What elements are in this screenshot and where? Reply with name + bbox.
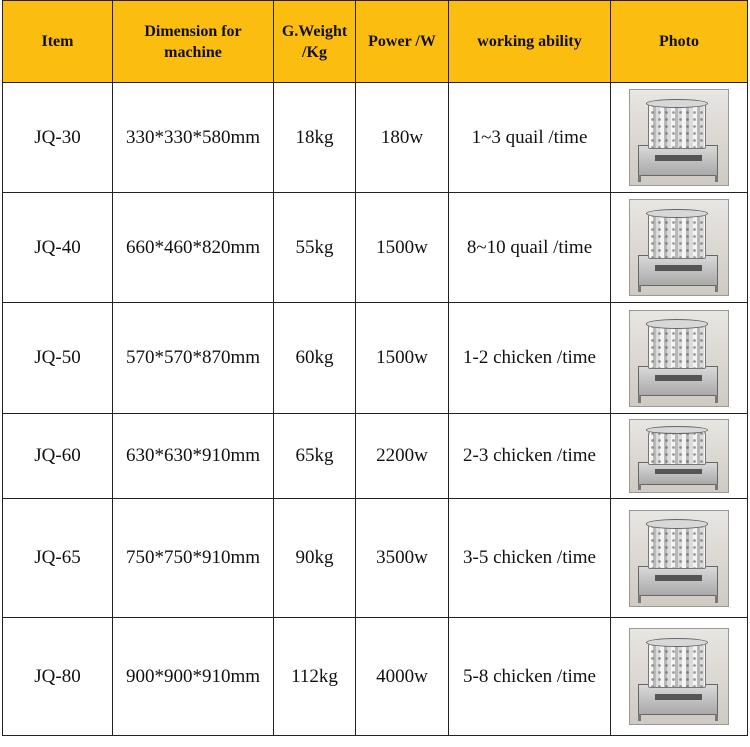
row-power-value: 3500w [376,547,428,568]
row-item [2,413,113,499]
row-ability-value: 1~3 quail /time [471,126,588,148]
row-item [2,302,113,414]
row-ability [448,413,611,499]
photo-cell [610,192,748,303]
machine-rim [646,319,709,329]
row-weight-value: 112kg [291,665,338,687]
row-power [355,617,449,736]
header-weight [273,0,356,83]
row-power-value: 1500w [376,347,428,368]
row-ability-value: 3-5 chicken /time [463,547,596,568]
machine-legs [638,175,718,183]
row-dimension-value: 630*630*910mm [125,445,261,466]
row-dimension [112,617,274,736]
row-dimension [112,82,274,193]
machine-photo-jq60 [629,419,729,493]
row-dimension-value: 330*330*580mm [125,126,261,148]
row-dimension-value: 750*750*910mm [125,547,261,568]
machine-drum [648,101,707,149]
row-item [2,192,113,303]
row-weight [273,302,356,414]
row-power-value: 180w [380,126,424,148]
header-photo-label: Photo [659,33,699,50]
row-power [355,302,449,414]
row-weight-value: 65kg [295,445,334,466]
row-ability [448,192,611,303]
header-power [355,0,449,83]
row-weight-value: 18kg [295,126,334,148]
row-item-value: JQ-60 [34,445,81,466]
header-item [2,0,113,83]
row-power [355,498,449,618]
machine-rim [646,519,709,529]
photo-cell [610,413,748,499]
header-ability [448,0,611,83]
photo-cell [610,302,748,414]
photo-cell [610,617,748,736]
row-dimension [112,192,274,303]
row-weight [273,82,356,193]
machine-legs [638,714,718,722]
row-item-value: JQ-40 [34,236,81,258]
row-weight-value: 55kg [295,236,334,258]
row-dimension-value: 570*570*870mm [125,347,261,368]
machine-rim [646,209,709,219]
row-item-value: JQ-80 [34,665,81,687]
header-dimension-label: Dimension for machine [144,22,242,61]
photo-cell [610,82,748,193]
machine-rim [646,638,709,648]
row-ability [448,617,611,736]
row-ability-value: 2-3 chicken /time [463,445,596,466]
machine-base [638,684,718,714]
row-ability [448,302,611,414]
row-weight [273,192,356,303]
row-dimension-value: 660*460*820mm [125,236,261,258]
row-power-value: 1500w [376,236,428,258]
machine-rim [646,99,709,109]
row-dimension-value: 900*900*910mm [125,665,261,687]
machine-legs [638,285,718,293]
header-power-label: Power /W [368,33,436,50]
row-ability [448,498,611,618]
machine-drum [648,429,707,466]
row-power [355,413,449,499]
machine-drum [648,522,707,570]
machine-base [638,255,718,285]
row-weight [273,498,356,618]
machine-photo-jq30 [629,89,729,186]
row-power-value: 4000w [376,665,428,687]
row-ability-value: 5-8 chicken /time [463,665,596,687]
machine-drum [648,322,707,370]
machine-base [638,366,718,396]
row-item [2,498,113,618]
row-weight [273,617,356,736]
row-weight [273,413,356,499]
row-power-value: 2200w [376,445,428,466]
machine-legs [638,595,718,603]
machine-base [638,462,718,485]
row-dimension [112,413,274,499]
row-item-value: JQ-65 [34,547,81,568]
row-dimension [112,302,274,414]
row-ability-value: 8~10 quail /time [466,236,593,258]
machine-photo-jq40 [629,199,729,296]
row-power [355,82,449,193]
header-weight-label: G.Weight /Kg [281,22,348,61]
row-weight-value: 90kg [295,547,334,568]
machine-base [638,566,718,596]
header-dimension [112,0,274,83]
machine-legs [638,484,718,490]
row-power [355,192,449,303]
row-item [2,617,113,736]
row-weight-value: 60kg [295,347,334,368]
row-ability-value: 1-2 chicken /time [463,347,596,368]
machine-photo-jq50 [629,310,729,407]
header-photo [610,0,748,83]
header-item-label: Item [41,33,74,50]
machine-legs [638,395,718,403]
photo-cell [610,498,748,618]
row-item-value: JQ-50 [34,347,81,368]
machine-photo-jq80 [629,628,729,725]
row-ability [448,82,611,193]
header-ability-label: working ability [477,33,582,50]
row-item-value: JQ-30 [34,126,81,148]
machine-base [638,145,718,175]
machine-drum [648,640,707,688]
row-dimension [112,498,274,618]
machine-photo-jq65 [629,510,729,607]
row-item [2,82,113,193]
machine-drum [648,211,707,259]
